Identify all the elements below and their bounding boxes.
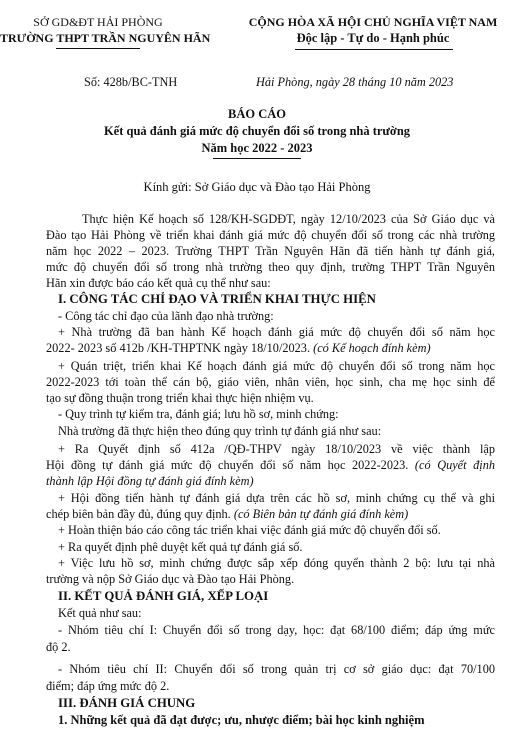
document-number: Số: 428b/BC-TNH — [84, 75, 178, 89]
section-2-heading: II. KẾT QUẢ ĐÁNH GIÁ, XẾP LOẠI — [58, 589, 269, 603]
section-1-heading: I. CÔNG TÁC CHỈ ĐẠO VÀ TRIỂN KHAI THỰC HIỆN — [58, 292, 376, 306]
place-date: Hải Phòng, ngày 28 tháng 10 năm 2023 — [256, 75, 454, 89]
report-subject: Kết quả đánh giá mức độ chuyển đổi số trong nhà trường — [103, 124, 411, 138]
section-2-line: độ 2. — [46, 640, 71, 654]
section-1-line — [46, 458, 495, 473]
section-1-line: + Ra quyết định phê duyệt kết quả tự đánh giá số. — [58, 540, 303, 554]
intro-line: Hãn xin được báo cáo kết quả cụ thể như sau: — [46, 276, 271, 290]
section-1-line — [46, 507, 408, 522]
title-underline — [213, 158, 301, 159]
header-left-underline — [56, 48, 140, 49]
section-1-line: + Việc lưu hồ sơ, minh chứng được sắp xếp đóng quyển thành 2 bộ: lưu tại nhà — [58, 556, 495, 570]
section-1-line: + Nhà trường đã ban hành Kế hoạch đánh giá mức độ chuyển đổi số năm học — [58, 325, 495, 339]
section-3-heading: III. ĐÁNH GIÁ CHUNG — [58, 696, 196, 710]
section-1-line: + Hội đồng tiến hành tự đánh giá dựa trên các hồ sơ, minh chứng cụ thể và ghi — [58, 491, 495, 505]
section-1-line: thành lập Hội đồng tự đánh giá đính kèm) — [46, 474, 254, 488]
minutes-attachment-note: (có Biên bản tự đánh giá đính kèm) — [233, 507, 409, 521]
section-1-line — [46, 341, 431, 356]
intro-line: Đào tạo Hải Phòng về triển khai đánh giá mức độ chuyển đổi số trong các nhà trường — [46, 228, 495, 242]
report-title: BÁO CÁO — [228, 107, 286, 121]
intro-line: mức độ chuyển đổi số trong nhà trường theo quy định, trường THPT Trần Nguyên — [46, 260, 495, 274]
section-1-line: - Công tác chỉ đạo của lãnh đạo nhà trường: — [58, 309, 274, 323]
section-1-line: + Hoàn thiện báo cáo công tác triển khai việc đánh giá mức độ chuyển đổi số. — [58, 523, 441, 537]
section-3-subheading: 1. Những kết quả đã đạt được; ưu, nhược điểm; bài học kinh nghiệm — [58, 713, 425, 727]
header-school-name: TRƯỜNG THPT TRẦN NGUYÊN HÃN — [0, 31, 211, 45]
section-1-line: Nhà trường đã thực hiện theo đúng quy trình tự đánh giá như sau: — [58, 424, 382, 438]
minutes-text: chép biên bản đầy đủ, đúng quy định. — [46, 507, 234, 521]
section-1-line: tạo sự đồng thuận trong triển khai thực hiện nhiệm vụ. — [46, 391, 314, 405]
section-2-line: - Nhóm tiêu chí I: Chuyển đổi số trong dạy, học: đạt 68/100 điểm; đáp ứng mức — [58, 623, 495, 637]
recipient-line: Kính gửi: Sở Giáo dục và Đào tạo Hải Phòng — [143, 180, 371, 194]
section-1-line: - Quy trình tự kiểm tra, đánh giá; lưu hồ sơ, minh chứng: — [58, 407, 339, 421]
header-department: SỞ GD&ĐT HẢI PHÒNG — [33, 15, 163, 29]
section-1-line: + Quán triệt, triển khai Kế hoạch đánh giá mức độ chuyển đổi số trong năm học — [58, 359, 495, 373]
council-decision-text: Hội đồng tự đánh giá mức độ chuyển đổi số năm học 2022-2023. — [46, 458, 415, 472]
section-1-line: + Ra Quyết định số 412a /QĐ-THPV ngày 18/10/2023 về việc thành lập — [58, 442, 495, 456]
section-2-line: điểm; đáp ứng mức độ 2. — [46, 679, 170, 693]
plan-attachment-note: (có Kế hoạch đính kèm) — [313, 341, 431, 355]
intro-line: Thực hiện Kế hoạch số 128/KH-SGDĐT, ngày 12/10/2023 của Sở Giáo dục và — [82, 212, 495, 226]
intro-line: năm học 2022 – 2023. Trường THPT Trần Nguyên Hãn đã tiến hành tự đánh giá, — [46, 244, 495, 258]
report-school-year: Năm học 2022 - 2023 — [201, 141, 313, 155]
header-national-title: CỘNG HÒA XÃ HỘI CHỦ NGHĨA VIỆT NAM — [248, 15, 498, 29]
section-1-line: trường và nộp Sở Giáo dục và Đào tạo Hải Phòng. — [46, 572, 295, 586]
section-1-line: 2022-2023 tới toàn thể cán bộ, giáo viên, nhân viên, học sinh, cha mẹ học sinh để — [46, 375, 495, 389]
section-2-line: Kết quả như sau: — [58, 606, 142, 620]
header-motto: Độc lập - Tự do - Hạnh phúc — [296, 31, 450, 45]
plan-reference: 2022- 2023 số 412b /KH-THPTNK ngày 18/10/2023. — [46, 341, 314, 355]
council-attachment-note: (có Quyết định — [414, 458, 495, 472]
header-right-underline — [295, 49, 453, 50]
section-2-line: - Nhóm tiêu chí II: Chuyển đổi số trong quản trị cơ sở giáo dục: đạt 70/100 — [58, 662, 495, 676]
